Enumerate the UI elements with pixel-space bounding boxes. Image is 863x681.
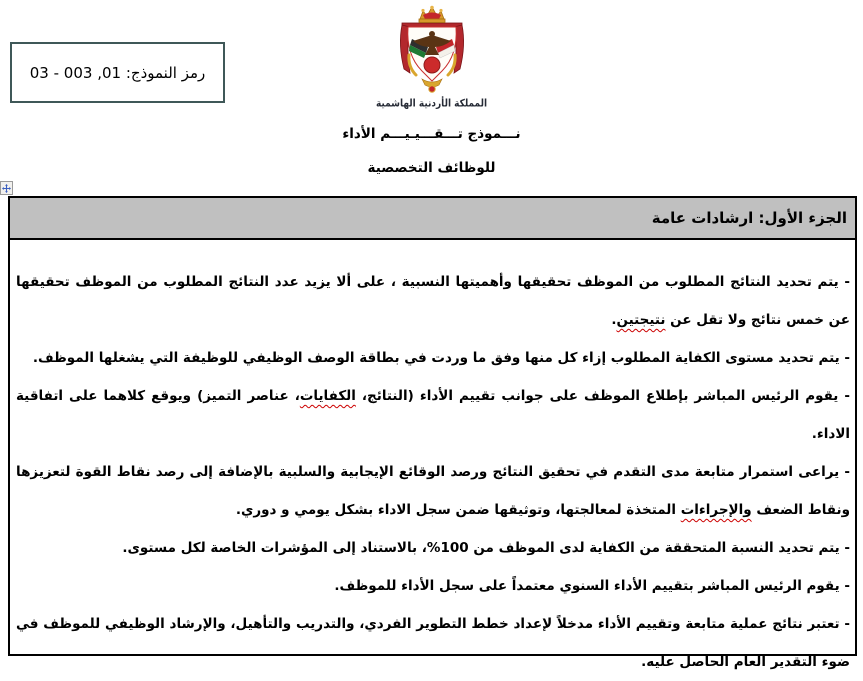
form-code-label: رمز النموذج: 01, 003 - 03 (29, 63, 206, 82)
section-header-label: الجزء الأول: ارشادات عامة (651, 209, 847, 227)
page-subtitle: للوظائف التخصصية (367, 160, 496, 176)
emblem (0, 5, 863, 109)
misspelled-word: نتيجتين (616, 312, 666, 328)
instructions-table (8, 196, 857, 670)
instruction-item: - تعتبر نتائج عملية متابعة وتقييم الأداء مدخلاً لإعداد خطط التطوير الفردي، والتدريب والتأهيل، والإرشاد الوظيفي للموظف في ضوء التقدير العام الحاصل عليه. (16, 605, 850, 681)
instruction-item: - يراعى استمرار متابعة مدى التقدم في تحقيق النتائج ورصد الوقائع الإيجابية والسلبية بالإضافة إلى رصد نقاط القوة لتعزيزها ونقاط الضعف والإجراءات المتخذة لمعالجتها، وتوثيقها ضمن سجل الاداء بشكل يومي و دوري. (16, 453, 850, 529)
emblem-caption: المملكة الأردنية الهاشمية (375, 98, 488, 110)
instruction-item: - يقوم الرئيس المباشر بتقييم الأداء السنوي معتمداً على سجل الأداء للموظف. (16, 567, 850, 605)
jordan-coat-of-arms-icon (392, 5, 472, 97)
misspelled-word: والإجراءات (680, 502, 752, 518)
instruction-item: - يتم تحديد النسبة المتحققة من الكفاية لدى الموظف من 100%، بالاستناد إلى المؤشرات الخاصة لكل مستوى. (16, 529, 850, 567)
instructions-list (16, 263, 850, 681)
instruction-item: - يقوم الرئيس المباشر بإطلاع الموظف على جوانب تقييم الأداء (النتائج، الكفايات، عناصر التميز) ويوقع كلاهما على اتفاقية الاداء. (16, 377, 850, 453)
instruction-item: - يتم تحديد النتائج المطلوب من الموظف تحقيقها وأهميتها النسبية ، على ألا يزيد عدد النتائج المطلوب من الموظف تحقيقها عن خمس نتائج ولا تقل عن نتيجتين. (16, 263, 850, 339)
move-arrows-icon (2, 184, 11, 193)
misspelled-word: الكفايات (299, 388, 356, 404)
instructions-body (10, 240, 855, 681)
page-title: نـــموذج تـــقـــيـيـــم الأداء (342, 126, 521, 142)
table-move-handle[interactable] (0, 181, 13, 195)
instruction-item: - يتم تحديد مستوى الكفاية المطلوب إزاء كل منها وفق ما وردت في بطاقة الوصف الوظيفي للوظيفة التي يشغلها الموظف. (16, 339, 850, 377)
section-header (10, 198, 855, 240)
